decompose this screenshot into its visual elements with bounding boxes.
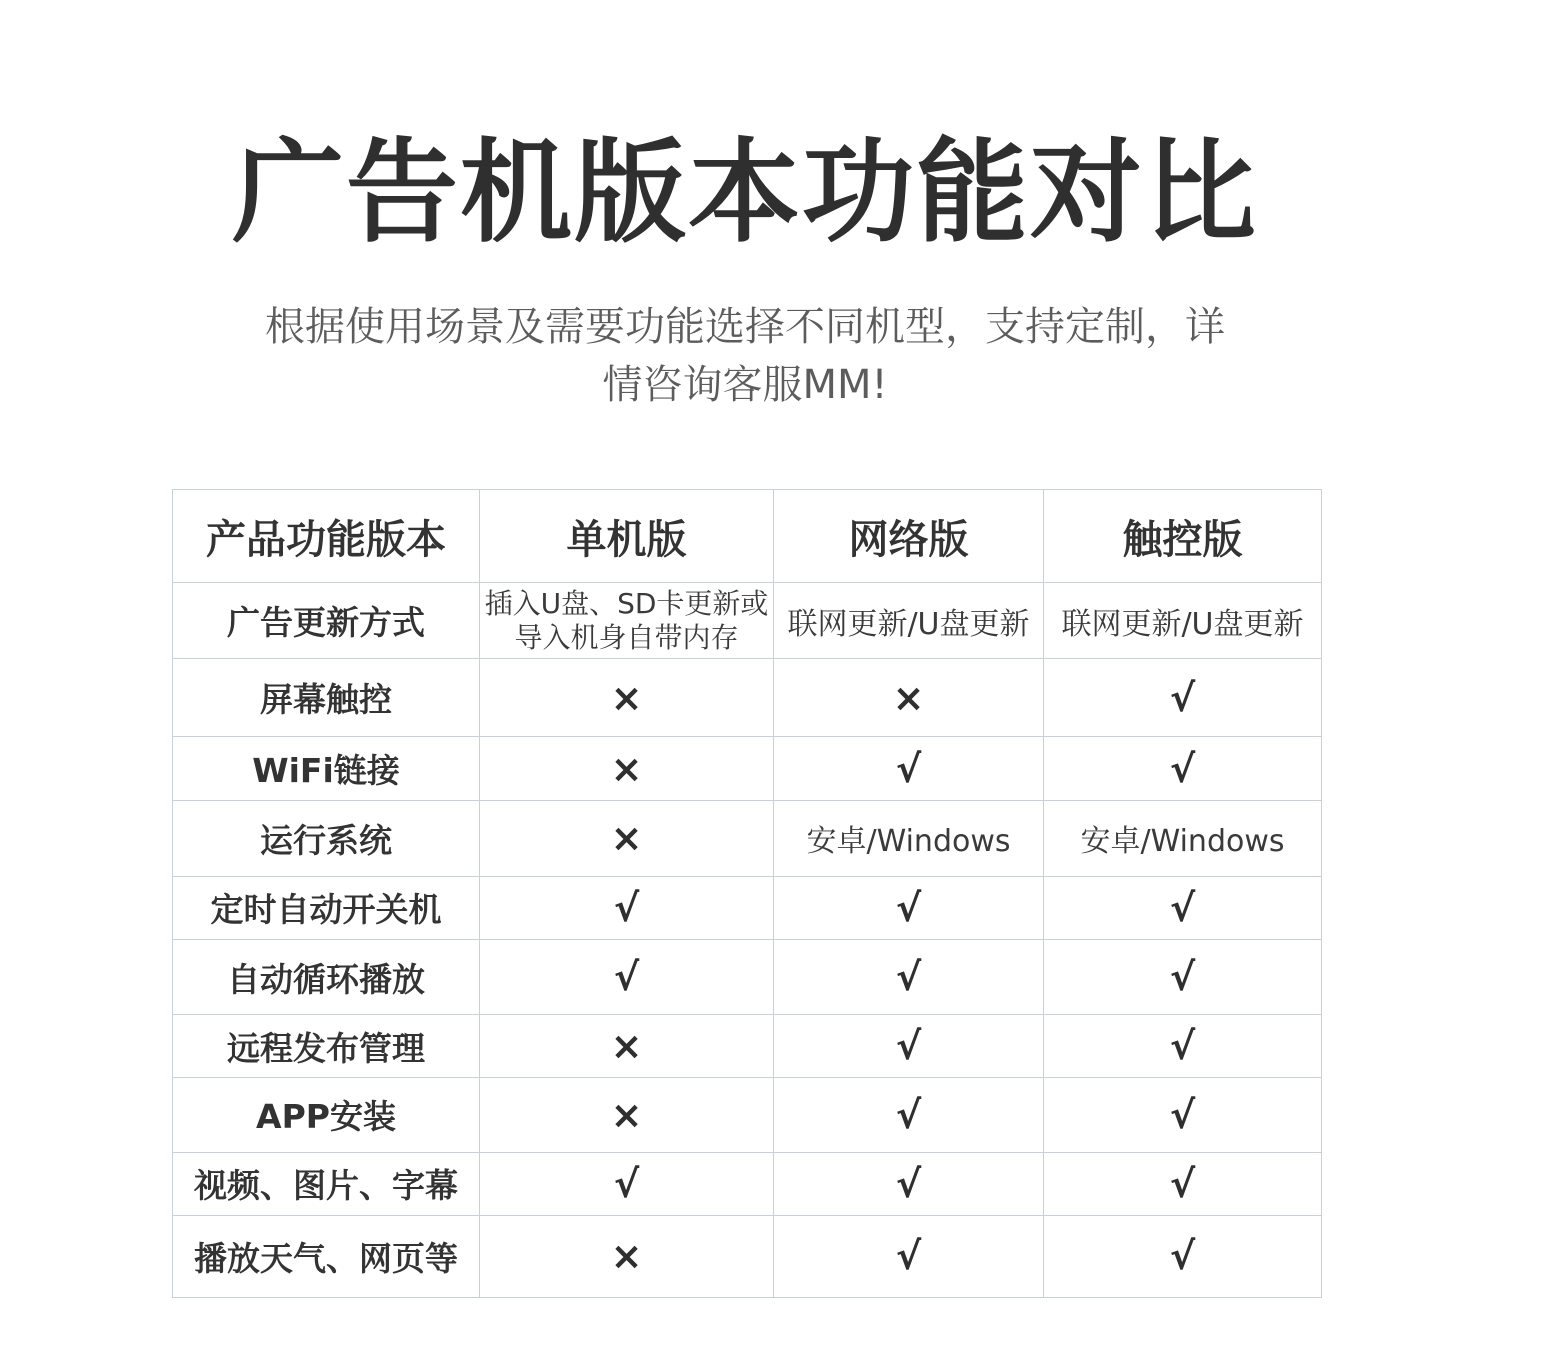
table-row [173,659,1322,737]
table-row [173,939,1322,1014]
table-row [173,1015,1322,1078]
touch-cell: 安卓/Windows [1044,800,1322,876]
feature-cell: APP安装 [173,1078,480,1152]
touch-cell: √ [1044,1015,1322,1078]
page-title: 广告机版本功能对比 [232,128,1258,258]
header-touch: 触控版 [1044,490,1322,583]
header-standalone: 单机版 [480,490,774,583]
touch-cell: √ [1044,659,1322,737]
standalone-cell: × [480,1078,774,1152]
touch-cell: √ [1044,1215,1322,1297]
feature-cell: WiFi链接 [173,737,480,800]
network-cell: √ [774,1215,1044,1297]
network-cell: √ [774,737,1044,800]
comparison-table [172,489,1322,1298]
feature-cell: 定时自动开关机 [173,876,480,939]
network-cell: × [774,659,1044,737]
network-cell: 安卓/Windows [774,800,1044,876]
standalone-cell: × [480,737,774,800]
standalone-cell: × [480,1015,774,1078]
table-row [173,876,1322,939]
touch-cell: √ [1044,1078,1322,1152]
standalone-cell: × [480,1215,774,1297]
network-cell: √ [774,876,1044,939]
network-cell: √ [774,1015,1044,1078]
page-subtitle [240,298,1250,414]
touch-cell: √ [1044,939,1322,1014]
standalone-cell: √ [480,876,774,939]
touch-cell: 联网更新/U盘更新 [1044,583,1322,659]
network-cell: √ [774,1078,1044,1152]
feature-cell: 运行系统 [173,800,480,876]
table-row [173,1078,1322,1152]
standalone-cell: √ [480,939,774,1014]
standalone-cell: √ [480,1152,774,1215]
subtitle-line-2: 情咨询客服MM! [602,362,888,408]
table-row [173,737,1322,800]
standalone-cell: 插入U盘、SD卡更新或导入机身自带内存 [480,583,774,659]
subtitle-line-1: 根据使用场景及需要功能选择不同机型，支持定制，详 [265,304,1225,350]
feature-cell: 自动循环播放 [173,939,480,1014]
network-cell: √ [774,1152,1044,1215]
table-row [173,1215,1322,1297]
standalone-cell: × [480,800,774,876]
header-feature: 产品功能版本 [173,490,480,583]
table-row [173,800,1322,876]
touch-cell: √ [1044,737,1322,800]
feature-cell: 屏幕触控 [173,659,480,737]
table-header-row [173,490,1322,583]
network-cell: 联网更新/U盘更新 [774,583,1044,659]
network-cell: √ [774,939,1044,1014]
standalone-cell: × [480,659,774,737]
feature-cell: 远程发布管理 [173,1015,480,1078]
touch-cell: √ [1044,876,1322,939]
table-row [173,1152,1322,1215]
feature-cell: 视频、图片、字幕 [173,1152,480,1215]
feature-cell: 广告更新方式 [173,583,480,659]
touch-cell: √ [1044,1152,1322,1215]
feature-cell: 播放天气、网页等 [173,1215,480,1297]
table-row [173,583,1322,659]
header-network: 网络版 [774,490,1044,583]
